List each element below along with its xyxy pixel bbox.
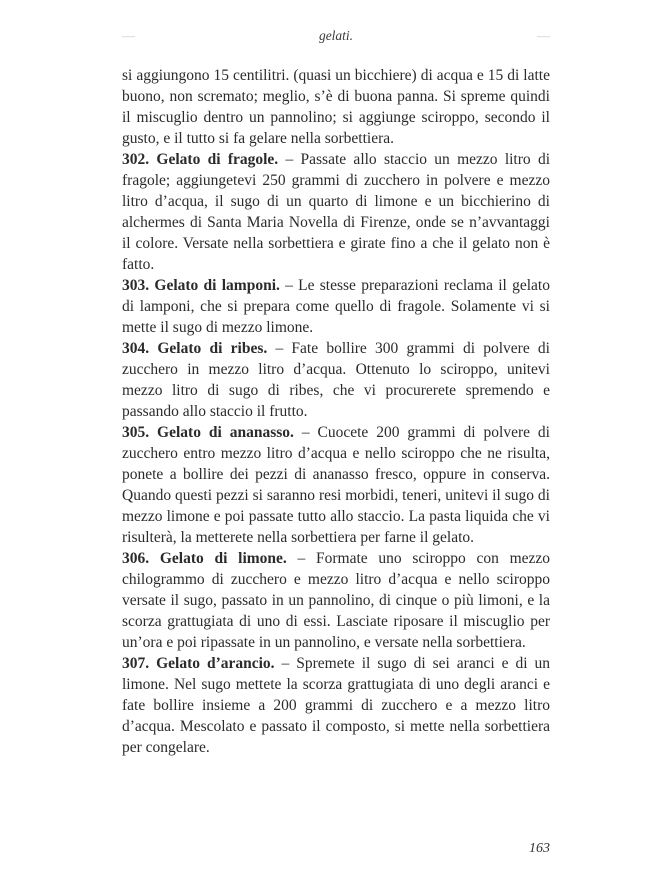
recipe-paragraph-305: [122, 422, 550, 548]
recipe-text-306: – Formate uno sciroppo con mezzo chilogrammo di zucchero e mezzo litro d’acqua e nello sciroppo versate il sugo, passato in un pannolino, di cinque o più limoni, e la scorza grattugiata di uno di essi. Lasciate riposare il miscuglio per un’ora e poi ripassate in un pannolino, e versate nella sorbettiera.: [122, 550, 551, 651]
recipe-heading-302: 302. Gelato di fragole.: [122, 151, 279, 168]
recipe-text-307: – Spremete il sugo di sei aranci e di un limone. Nel sugo mettete la scorza grattugiata di uno degli aranci e fate bollire insieme a 200 grammi di zucchero e a mezzo litro d’acqua. Mescolato e passato il composto, si mette nella sorbettiera per congelare.: [122, 655, 550, 756]
continuation-paragraph: [122, 65, 550, 149]
recipe-heading-305: 305. Gelato di ananasso.: [122, 424, 294, 441]
running-title: gelati.: [318, 28, 354, 43]
page-header: [122, 28, 550, 44]
recipe-paragraph-302: [122, 149, 550, 275]
recipe-heading-304: 304. Gelato di ribes.: [122, 340, 268, 357]
paragraph-text: si aggiungono 15 centilitri. (quasi un bicchiere) di acqua e 15 di latte buono, non scremato; meglio, s’è di buona panna. Si spreme quindi il miscuglio dentro un pannolino; si aggiunge sciroppo, secondo il gusto, e il tutto si fa gelare nella sorbettiera.: [122, 67, 550, 147]
page-footer: [529, 839, 550, 857]
page-number: 163: [529, 841, 550, 856]
recipe-heading-303: 303. Gelato di lamponi.: [122, 277, 280, 294]
recipe-heading-306: 306. Gelato di limone.: [122, 550, 287, 567]
page-body: [122, 65, 550, 758]
recipe-text-305: – Cuocete 200 grammi di polvere di zucchero entro mezzo litro d’acqua e nello sciroppo che ne risulta, ponete a bollire dei pezzi di ananasso fresco, oppure in conserva. Quando questi pezzi si saranno resi morbidi, teneri, unitevi il sugo di mezzo limone e poi passate tutto allo staccio. La pasta liquida che vi risulterà, la metterete nella sorbettiera per farne il gelato.: [122, 424, 550, 546]
recipe-paragraph-306: [122, 548, 550, 653]
header-right-rule: —: [537, 28, 550, 43]
recipe-paragraph-304: [122, 338, 550, 422]
recipe-text-304: – Fate bollire 300 grammi di polvere di zucchero in mezzo litro d’acqua. Ottenuto lo sciroppo, unitevi mezzo litro di sugo di ribes, che vi procurerete spremendo e passando allo staccio il frutto.: [122, 340, 550, 420]
recipe-paragraph-307: [122, 653, 550, 758]
recipe-paragraph-303: [122, 275, 550, 338]
recipe-text-303: – Le stesse preparazioni reclama il gelato di lamponi, che si prepara come quello di fragole. Solamente vi si mette il sugo di mezzo limone.: [122, 277, 550, 336]
recipe-text-302: – Passate allo staccio un mezzo litro di fragole; aggiungetevi 250 grammi di zucchero in polvere e mezzo litro d’acqua, il sugo di un quarto di limone e un bicchierino di alchermes di Santa Maria Novella di Firenze, onde se n’avvantaggi il colore. Versate nella sorbettiera e girate fino a che il gelato non è fatto.: [122, 151, 550, 273]
recipe-heading-307: 307. Gelato d’arancio.: [122, 655, 275, 672]
header-left-rule: —: [122, 28, 135, 43]
